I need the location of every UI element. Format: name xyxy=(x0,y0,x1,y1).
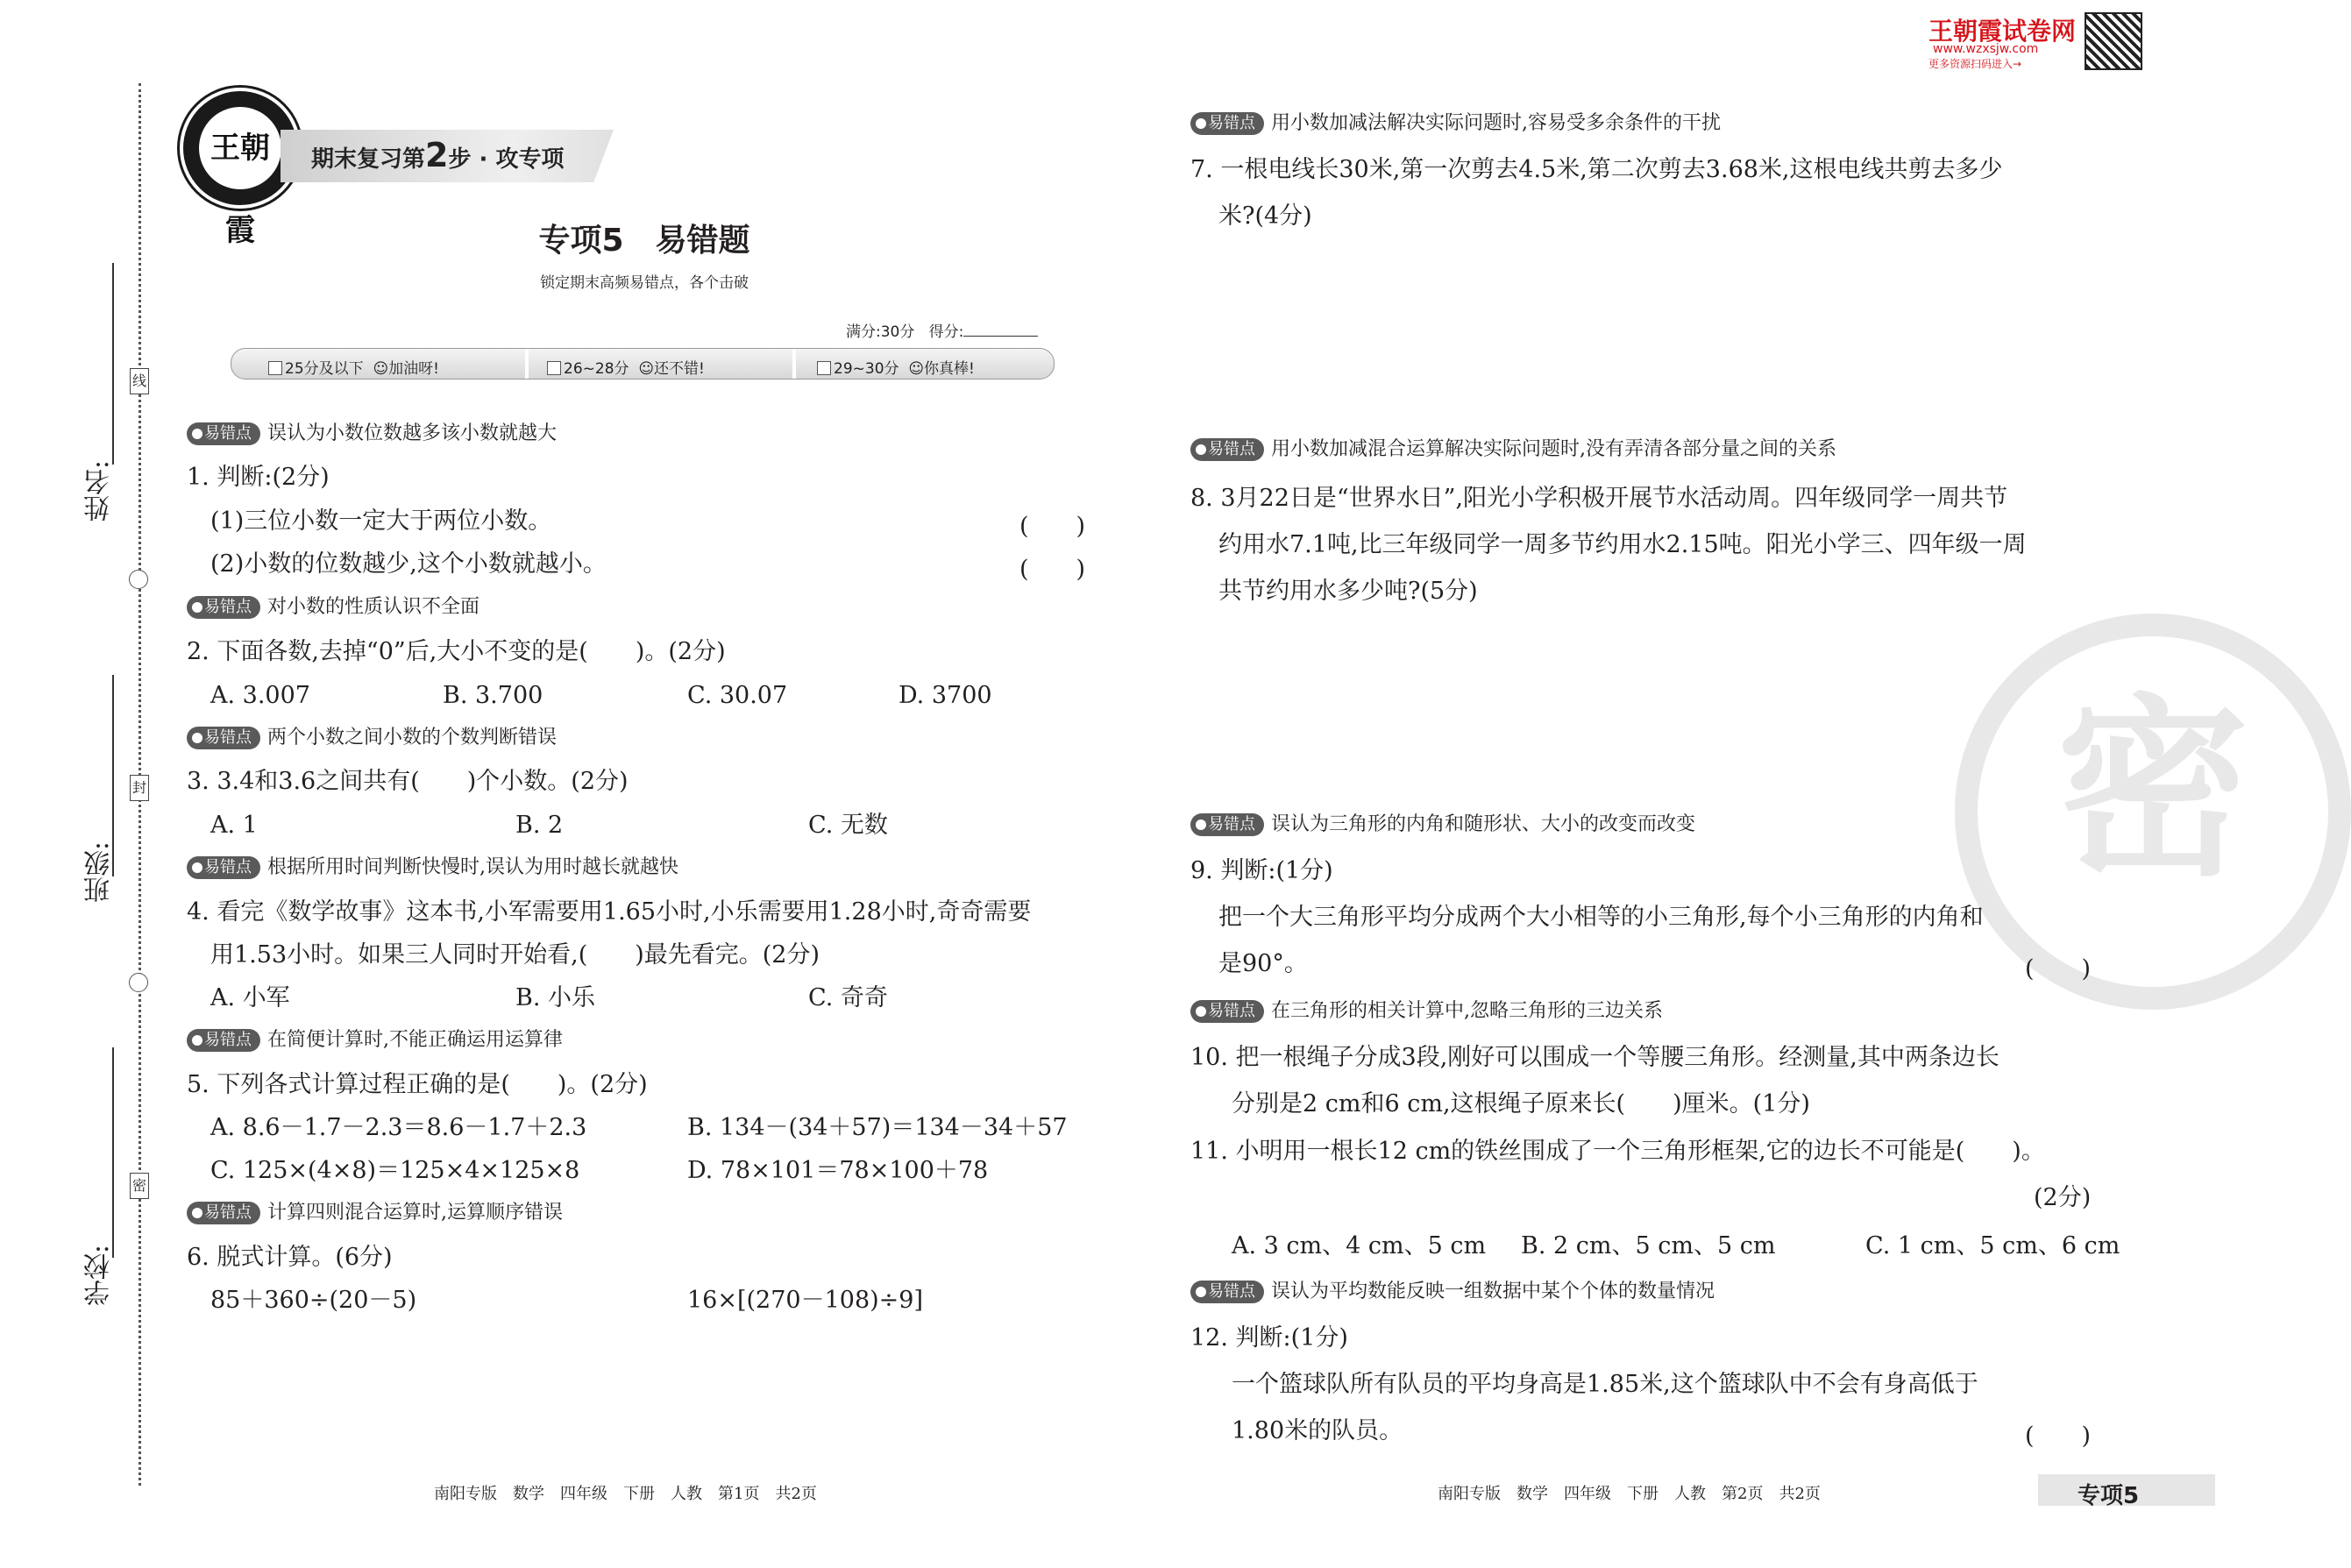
option-c[interactable]: C. 125×(4×8)＝125×4×125×8 xyxy=(210,1157,580,1184)
error-point-text: 误认为小数位数越多该小数就越大 xyxy=(267,422,558,444)
name-label: 姓名: xyxy=(84,460,115,522)
brand-url: www.wzxsjw.com xyxy=(1933,42,2039,56)
option-d[interactable]: D. 3700 xyxy=(898,682,992,709)
score-line xyxy=(846,319,1038,341)
banner-text xyxy=(311,136,564,174)
error-point-badge: 易错点 xyxy=(187,727,260,749)
option-a[interactable]: A. 1 xyxy=(210,812,258,839)
error-point-text: 两个小数之间小数的个数判断错误 xyxy=(267,727,558,749)
rating-range: 25分及以下 xyxy=(285,360,364,378)
answer-paren[interactable]: ( ) xyxy=(2025,1423,2092,1450)
error-point-badge: 易错点 xyxy=(1190,112,1264,135)
question-7-line1: 7. 一根电线长30米,第一次剪去4.5米,第二次剪去3.68米,这根电线共剪去多少 xyxy=(1190,156,2003,183)
question-1-a: (1)三位小数一定大于两位小数。 xyxy=(210,507,552,535)
banner-suffix: 步 · 攻专项 xyxy=(448,146,565,173)
answer-paren[interactable]: ( ) xyxy=(1019,556,1086,583)
error-point-tag xyxy=(1190,813,1695,836)
answer-paren[interactable]: ( ) xyxy=(1019,513,1086,540)
rating-divider xyxy=(792,349,796,379)
rating-msg: 你真棒! xyxy=(924,360,975,378)
error-point-badge: 易错点 xyxy=(187,422,260,445)
error-point-text: 用小数加减混合运算解决实际问题时,没有弄清各部分量之间的关系 xyxy=(1271,438,1836,460)
name-blank-line xyxy=(112,263,114,465)
option-b[interactable]: B. 134－(34＋57)＝134－34＋57 xyxy=(687,1114,1068,1141)
badge-text: 王朝霞 xyxy=(199,107,281,189)
question-4-line2: 用1.53小时。如果三人同时开始看,( )最先看完。(2分) xyxy=(210,941,820,968)
class-label: 班级: xyxy=(84,841,115,904)
question-11-score: (2分) xyxy=(2034,1184,2092,1211)
error-point-text: 在三角形的相关计算中,忽略三角形的三边关系 xyxy=(1271,1000,1663,1022)
full-score: 满分:30分 xyxy=(846,323,915,341)
error-point-badge: 易错点 xyxy=(187,856,260,879)
checkbox-icon[interactable] xyxy=(547,361,561,375)
binding-label-mi: 密 xyxy=(130,1173,149,1199)
error-point-tag xyxy=(1190,112,1721,135)
footer-right: 南阳专版 数学 四年级 下册 人教 第2页 共2页 xyxy=(1438,1485,1821,1503)
error-point-badge: 易错点 xyxy=(187,596,260,619)
question-3: 3. 3.4和3.6之间共有( )个小数。(2分) xyxy=(187,768,629,795)
question-8-line2: 约用水7.1吨,比三年级同学一周多节约用水2.15吨。阳光小学三、四年级一周 xyxy=(1218,531,2027,558)
error-point-badge: 易错点 xyxy=(1190,813,1264,836)
error-point-tag xyxy=(187,422,557,445)
corner-label: 专项5 xyxy=(2078,1483,2140,1509)
option-b[interactable]: B. 小乐 xyxy=(515,984,596,1011)
binding-hole-icon xyxy=(129,570,148,589)
binding-hole-icon xyxy=(129,973,148,992)
question-11: 11. 小明用一根长12 cm的铁丝围成了一个三角形框架,它的边长不可能是( )。 xyxy=(1190,1138,2045,1165)
qr-code-icon xyxy=(2085,12,2142,70)
question-1-b: (2)小数的位数越少,这个小数就越小。 xyxy=(210,550,607,578)
rating-msg: 加油呀! xyxy=(388,360,439,378)
question-2: 2. 下面各数,去掉“0”后,大小不变的是( )。(2分) xyxy=(187,638,726,665)
rating-divider xyxy=(525,349,529,379)
checkbox-icon[interactable] xyxy=(268,361,282,375)
rating-msg: 还不错! xyxy=(654,360,705,378)
question-1: 1. 判断:(2分) xyxy=(187,464,330,491)
option-b[interactable]: B. 2 xyxy=(515,812,564,839)
answer-paren[interactable]: ( ) xyxy=(2025,955,2092,983)
checkbox-icon[interactable] xyxy=(817,361,831,375)
option-b[interactable]: B. 3.700 xyxy=(443,682,543,709)
error-point-badge: 易错点 xyxy=(187,1202,260,1224)
option-a[interactable]: A. 3.007 xyxy=(210,682,310,709)
error-point-tag xyxy=(187,596,479,619)
rating-range: 26~28分 xyxy=(564,360,629,378)
score-blank xyxy=(963,336,1038,337)
error-point-tag xyxy=(1190,1000,1663,1023)
option-c[interactable]: C. 30.07 xyxy=(687,682,788,709)
rating-item: 25分及以下 ☺加油呀! xyxy=(268,356,439,378)
banner-num: 2 xyxy=(425,136,449,174)
question-9: 9. 判断:(1分) xyxy=(1190,857,1333,884)
rating-item: 29~30分 ☺你真棒! xyxy=(817,356,975,378)
error-point-tag xyxy=(187,856,678,879)
question-12: 12. 判断:(1分) xyxy=(1190,1324,1348,1352)
banner-prefix: 期末复习第 xyxy=(311,146,426,173)
calc-expression-2: 16×[(270－108)÷9] xyxy=(687,1287,923,1314)
page-title: 专项5 易错题 xyxy=(538,223,750,259)
brand-note: 更多资源扫码进入→ xyxy=(1928,58,2022,70)
rating-bar xyxy=(231,348,1055,380)
binding-label-xian: 线 xyxy=(130,368,149,394)
question-6: 6. 脱式计算。(6分) xyxy=(187,1244,393,1271)
option-d[interactable]: D. 78×101＝78×100＋78 xyxy=(687,1157,989,1184)
question-10-line1: 10. 把一根绳子分成3段,刚好可以围成一个等腰三角形。经测量,其中两条边长 xyxy=(1190,1044,1999,1071)
error-point-text: 在简便计算时,不能正确运用运算律 xyxy=(267,1029,563,1051)
error-point-tag xyxy=(1190,438,1836,461)
error-point-text: 误认为三角形的内角和随形状、大小的改变而改变 xyxy=(1271,813,1696,835)
option-c[interactable]: C. 无数 xyxy=(808,812,888,839)
question-9-line1: 把一个大三角形平均分成两个大小相等的小三角形,每个小三角形的内角和 xyxy=(1218,904,1984,931)
question-7-line2: 米?(4分) xyxy=(1218,202,1312,230)
error-point-text: 对小数的性质认识不全面 xyxy=(267,596,480,618)
error-point-text: 误认为平均数能反映一组数据中某个个体的数量情况 xyxy=(1271,1281,1715,1302)
error-point-tag xyxy=(187,1029,563,1052)
error-point-tag xyxy=(187,1202,563,1224)
rating-range: 29~30分 xyxy=(834,360,899,378)
question-8-line3: 共节约用水多少吨?(5分) xyxy=(1218,578,1478,605)
error-point-text: 根据所用时间判断快慢时,误认为用时越长就越快 xyxy=(267,856,678,878)
page-subtitle: 锁定期末高频易错点，各个击破 xyxy=(540,274,749,292)
rating-item: 26~28分 ☺还不错! xyxy=(547,356,705,378)
footer-left: 南阳专版 数学 四年级 下册 人教 第1页 共2页 xyxy=(434,1485,817,1503)
question-12-line2: 1.80米的队员。 xyxy=(1232,1417,1403,1444)
error-point-badge: 易错点 xyxy=(187,1029,260,1052)
error-point-text: 用小数加减法解决实际问题时,容易受多余条件的干扰 xyxy=(1271,112,1721,134)
error-point-badge: 易错点 xyxy=(1190,1000,1264,1023)
question-8-line1: 8. 3月22日是“世界水日”,阳光小学积极开展节水活动周。四年级同学一周共节 xyxy=(1190,485,2008,512)
score-got-label: 得分: xyxy=(928,323,964,341)
question-5: 5. 下列各式计算过程正确的是( )。(2分) xyxy=(187,1071,648,1098)
question-4-line1: 4. 看完《数学故事》这本书,小军需要用1.65小时,小乐需要用1.28小时,奇奇需要 xyxy=(187,898,1032,926)
error-point-text: 计算四则混合运算时,运算顺序错误 xyxy=(267,1202,563,1224)
school-label: 学校: xyxy=(84,1245,115,1307)
option-b[interactable]: B. 2 cm、5 cm、5 cm xyxy=(1521,1232,1776,1259)
school-blank-line xyxy=(112,1047,114,1258)
calc-expression-1: 85＋360÷(20－5) xyxy=(210,1287,417,1314)
error-point-badge: 易错点 xyxy=(1190,438,1264,461)
seal-watermark: 密 xyxy=(1955,614,2351,1010)
option-a[interactable]: A. 8.6－1.7－2.3＝8.6－1.7＋2.3 xyxy=(210,1114,587,1141)
option-a[interactable]: A. 小军 xyxy=(210,984,290,1011)
option-c[interactable]: C. 奇奇 xyxy=(808,984,888,1011)
error-point-tag xyxy=(1190,1281,1715,1303)
question-12-line1: 一个篮球队所有队员的平均身高是1.85米,这个篮球队中不会有身高低于 xyxy=(1232,1371,1978,1398)
error-point-tag xyxy=(187,727,557,749)
error-point-badge: 易错点 xyxy=(1190,1281,1264,1303)
question-10-line2: 分别是2 cm和6 cm,这根绳子原来长( )厘米。(1分) xyxy=(1232,1090,1810,1117)
question-9-line2: 是90°。 xyxy=(1218,950,1308,977)
binding-label-feng: 封 xyxy=(130,775,149,801)
option-c[interactable]: C. 1 cm、5 cm、6 cm xyxy=(1865,1232,2120,1259)
brand-name: 王朝霞试卷网 xyxy=(1928,17,2077,46)
option-a[interactable]: A. 3 cm、4 cm、5 cm xyxy=(1232,1232,1487,1259)
